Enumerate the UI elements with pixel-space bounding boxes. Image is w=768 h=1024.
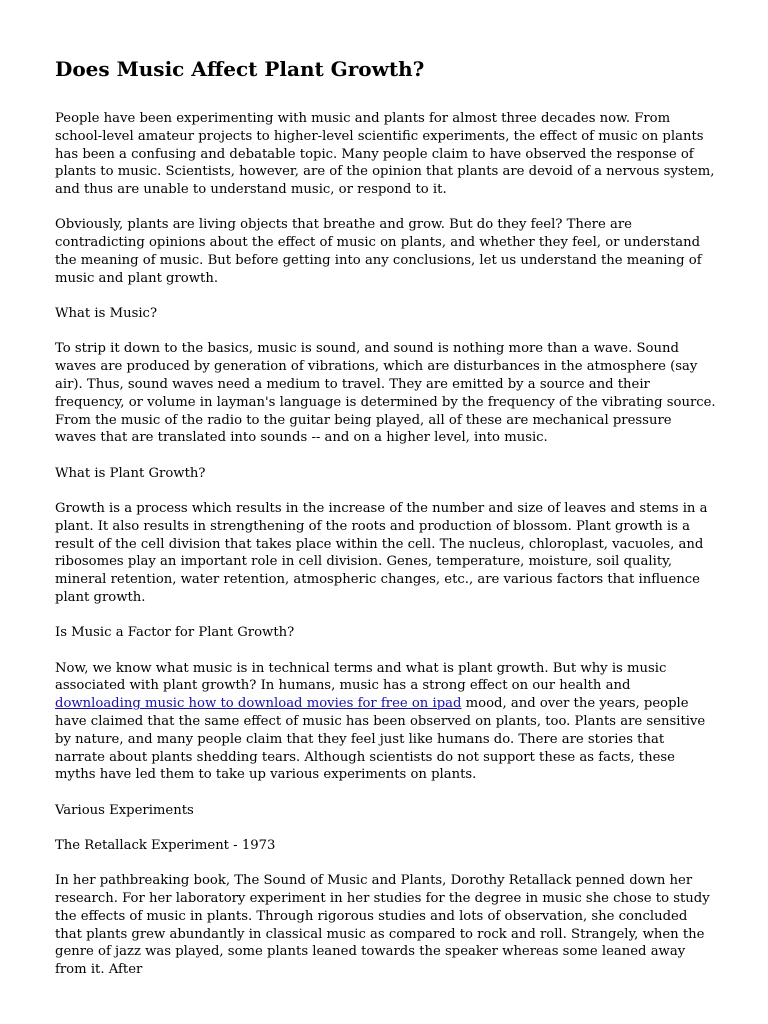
paragraph-music-factor-start: Now, we know what music is in technical terms and what is plant growth. But why is music associated with plant growth? In humans, music has a strong effect on our health and [55, 660, 667, 694]
section-heading-experiments: Various Experiments [55, 802, 194, 818]
paragraph-plant-growth: Growth is a process which results in the increase of the number and size of leaves and stems in a plant. It also results in strengthening of the roots and production of blossom. Plant growth is a result of the cell division that takes place within the cell. The nucleus, chloroplast, vacuoles, and ribosomes play an important role in cell division. Genes, temperature, moisture, soil quality, mineral retention, water retention, atmospheric changes, etc., are various factors that influence plant growth. [55, 501, 708, 606]
paragraph-obviously: Obviously, plants are living objects that breathe and grow. But do they feel? There are contradicting opinions about the effect of music on plants, and whether they feel, or understand the meaning of music. But before getting into any conclusions, let us understand the meaning of music and plant growth. [55, 217, 702, 286]
download-movies-link[interactable]: downloading music how to download movies for free on ipad [55, 696, 462, 712]
paragraph-retallack: In her pathbreaking book, The Sound of Music and Plants, Dorothy Retallack penned down her research. For her laboratory experiment in her studies for the degree in music she chose to study the effects of music in plants. Through rigorous studies and lots of observation, she concluded that plants grew abundantly in classical music as compared to rock and roll. Strangely, when the genre of jazz was played, some plants leaned towards the speaker whereas some leaned away from it. After [55, 873, 710, 978]
section-heading-retallack: The Retallack Experiment - 1973 [55, 838, 276, 853]
section-heading-music-factor: Is Music a Factor for Plant Growth? [55, 625, 295, 641]
paragraph-music: To strip it down to the basics, music is sound, and sound is nothing more than a wave. Sound waves are produced by generation of vibrations, which are disturbances in the atmosphere (say air). Thus, sound waves need a medium to travel. They are emitted by a source and their frequency, or volume in layman's language is determined by the frequency of the vibrating source. From the music of the radio to the guitar being played, all of these are mechanical pressure waves that are translated into sounds -- and on a higher level, into music. [55, 341, 716, 446]
paragraph-music-factor [55, 660, 716, 785]
page-title: Does Music Affect Plant Growth? [55, 57, 425, 81]
paragraph-music-factor-end: mood, and over the years, people have claimed that the same effect of music has been observed on plants, too. Plants are sensitive by nature, and many people claim that they feel just like humans do. There are stories that narrate about plants shedding tears. Although scientists do not support these as facts, these myths have led them to take up various experiments on plants. [55, 696, 706, 783]
paragraph-intro: People have been experimenting with music and plants for almost three decades now. From school-level amateur projects to higher-level scientific experiments, the effect of music on plants has been a confusing and debatable topic. Many people claim to have observed the response of plants to music. Scientists, however, are of the opinion that plants are devoid of a nervous system, and thus are unable to understand music, or respond to it. [55, 111, 715, 198]
section-heading-plant-growth: What is Plant Growth? [55, 465, 206, 481]
section-heading-music: What is Music? [55, 306, 158, 322]
